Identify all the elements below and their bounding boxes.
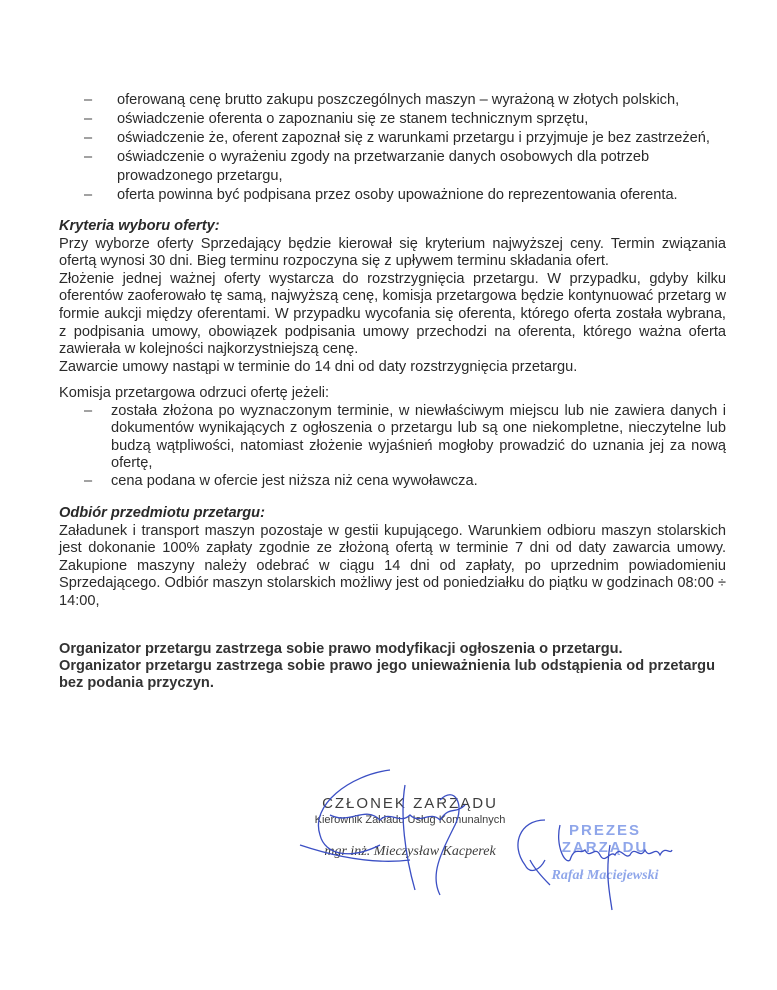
board-member-signature-block	[300, 795, 520, 860]
dash-bullet: –	[84, 149, 93, 165]
list-item: – oświadczenie że, oferent zapoznał się z warunkami przetargu i przyjmuje je bez zastrzeżeń,	[84, 130, 710, 146]
signatory-role: CZŁONEK ZARZĄDU	[322, 795, 498, 812]
signatory-name: mgr inż. Mieczysław Kacperek	[324, 844, 496, 859]
section-heading: Kryteria wyboru oferty:	[59, 218, 220, 234]
section-heading: Odbiór przedmiotu przetargu:	[59, 505, 265, 521]
paragraph: Przy wyborze oferty Sprzedający będzie kierował się kryterium najwyższej ceny. Termin związania ofertą wynosi 30 dni. Bieg terminu rozpoczyna się z upływem terminu składania ofert.	[59, 235, 726, 270]
dash-bullet: –	[84, 111, 93, 127]
signatory-unit: Kierownik Zakładu Usług Komunalnych	[314, 814, 506, 826]
organizer-notice	[59, 641, 715, 692]
paragraph: Załadunek i transport maszyn pozostaje w gestii kupującego. Warunkiem odbioru maszyn stolarskich jest dokonanie 100% zapłaty zgodnie ze złożoną ofertą w terminie 7 dni od daty zawarcia umowy. Zakupione maszyny należy odebrać w ciągu 14 dni od zapłaty, po uprzednim powiadomieniu Sprzedającego. Odbiór maszyn stolarskich możliwy jest od poniedziałku do piątku w godzinach 08:00 ÷ 14:00,	[59, 522, 726, 609]
paragraph: Organizator przetargu zastrzega sobie prawo jego unieważnienia lub odstąpienia od przetargu bez podania przyczyn.	[59, 658, 715, 691]
dash-bullet: –	[84, 402, 93, 419]
dash-bullet: –	[84, 187, 93, 203]
list-item: – została złożona po wyznaczonym terminie, w niewłaściwym miejscu lub nie zawiera danych i dokumentów wynikających z ogłoszenia o przetargu lub są one niekompletne, nieczytelne lub budzą wątpliwości, natomiast złożenie wyjaśnień mogłoby prowadzić do uznania jej za nową ofertę,	[84, 402, 726, 472]
pickup-section	[59, 505, 726, 611]
signatory-role: PREZES ZARZĄDU	[561, 822, 649, 856]
dash-bullet: –	[84, 130, 93, 146]
paragraph: Komisja przetargowa odrzuci ofertę jeżeli:	[59, 385, 330, 401]
list-item: – oświadczenie oferenta o zapoznaniu się ze stanem technicznym sprzętu,	[84, 111, 589, 127]
paragraph: Organizator przetargu zastrzega sobie prawo modyfikacji ogłoszenia o przetargu.	[59, 641, 623, 657]
paragraph: Zawarcie umowy nastąpi w terminie do 14 dni od daty rozstrzygnięcia przetargu.	[59, 358, 578, 375]
offer-requirements-list	[84, 91, 724, 205]
paragraph: Złożenie jednej ważnej oferty wystarcza do rozstrzygnięcia przetargu. W przypadku, gdyby kilku oferentów zaoferowało tę samą, najwyższą cenę, komisja przetargowa będzie kontynuować przetarg w formie aukcji między oferentami. W przypadku wycofania się oferenta, którego oferta została wybrana, z podpisania umowy, obowiązek podpisania umowy przechodzi na oferenta, którego ważna oferta zawierała w kolejności najkorzystniejszą cenę.	[59, 270, 726, 358]
list-item: – oświadczenie o wyrażeniu zgody na przetwarzanie danych osobowych dla potrzeb prowadzonego przetargu,	[84, 149, 650, 184]
rejection-section	[59, 385, 726, 491]
selection-criteria-section	[59, 218, 726, 376]
list-item: – oferta powinna być podpisana przez osoby upoważnione do reprezentowania oferenta.	[84, 187, 678, 203]
signatory-name: Rafał Maciejewski	[551, 868, 659, 883]
dash-bullet: –	[84, 472, 93, 489]
list-item: – oferowaną cenę brutto zakupu poszczególnych maszyn – wyrażoną w złotych polskich,	[84, 92, 680, 108]
dash-bullet: –	[84, 92, 93, 108]
president-signature-block	[525, 822, 685, 884]
list-item: – cena podana w ofercie jest niższa niż cena wywoławcza.	[84, 472, 478, 489]
